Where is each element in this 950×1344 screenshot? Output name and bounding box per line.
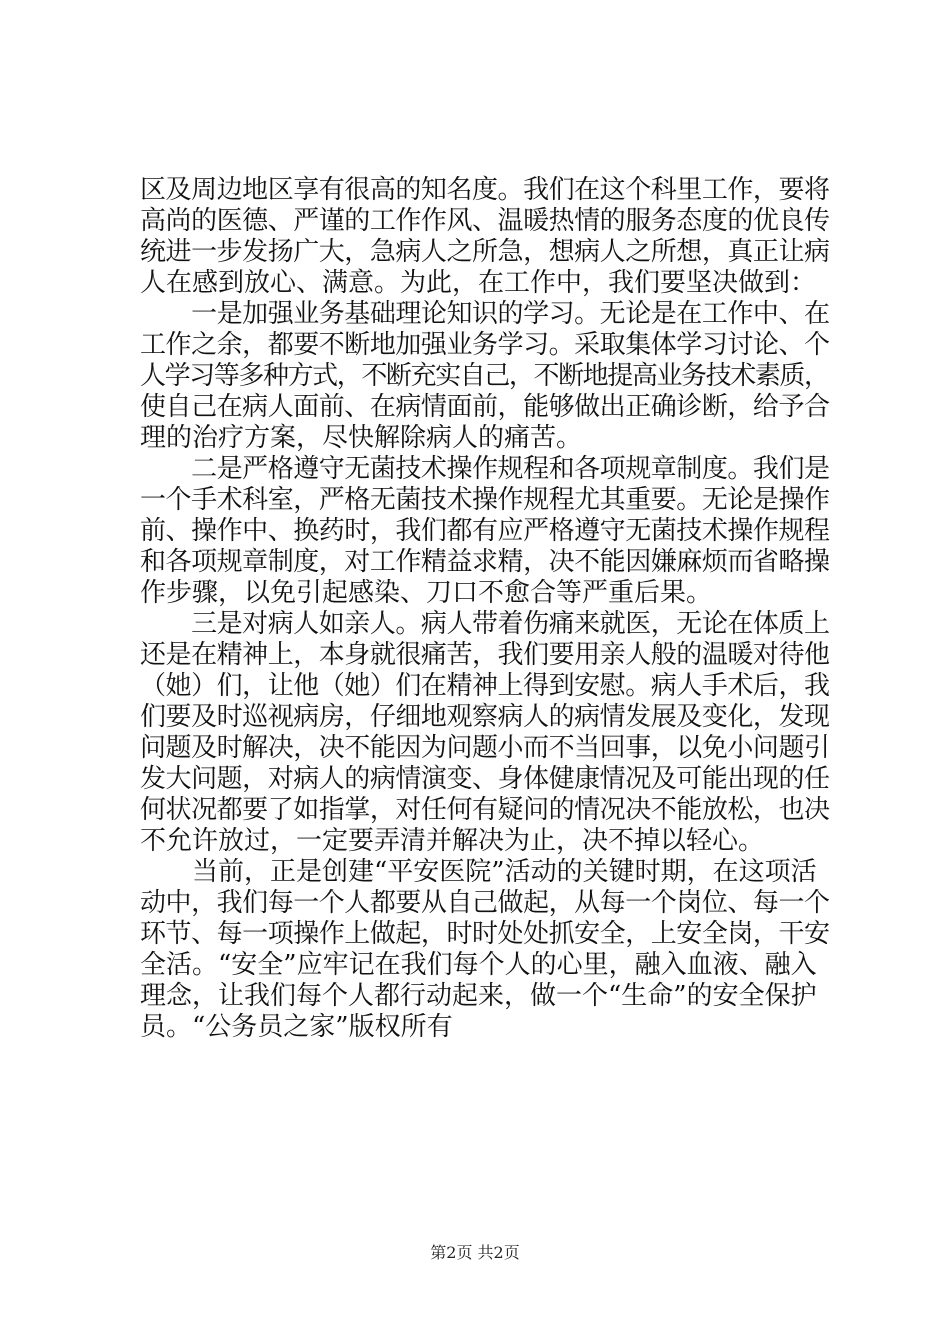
text-line: 一是加强业务基础理论知识的学习。无论是在工作中、在 (140, 299, 830, 329)
text-line: 人在感到放心、满意。为此，在工作中，我们要坚决做到： (140, 268, 817, 298)
text-line: 问题及时解决，决不能因为问题小而不当回事，以免小问题引 (140, 733, 830, 763)
text-line: 理念，让我们每个人都行动起来，做一个“生命”的安全保护 (140, 981, 817, 1011)
text-line: 何状况都要了如指掌，对任何有疑问的情况决不能放松，也决 (140, 795, 830, 825)
text-line: 不允许放过，一定要弄清并解决为止，决不掉以轻心。 (140, 826, 765, 856)
text-line: 和各项规章制度，对工作精益求精，决不能因嫌麻烦而省略操 (140, 547, 830, 577)
text-line: 人学习等多种方式，不断充实自己，不断地提高业务技术素质， (140, 361, 829, 391)
text-line: 统进一步发扬广大，急病人之所急，想病人之所想，真正让病 (140, 237, 830, 267)
text-line: 高尚的医德、严谨的工作作风、温暖热情的服务态度的优良传 (140, 206, 830, 236)
text-line: 员。“公务员之家”版权所有 (140, 1012, 453, 1042)
text-line: （她）们，让他（她）们在精神上得到安慰。病人手术后，我 (140, 671, 830, 701)
text-line: 理的治疗方案，尽快解除病人的痛苦。 (140, 423, 583, 453)
text-line: 环节、每一项操作上做起，时时处处抓安全，上安全岗，干安 (140, 919, 830, 949)
text-line: 使自己在病人面前、在病情面前，能够做出正确诊断，给予合 (140, 392, 830, 422)
text-line: 发大问题，对病人的病情演变、身体健康情况及可能出现的任 (140, 764, 830, 794)
text-line: 全活。“安全”应牢记在我们每个人的心里，融入血液、融入 (140, 950, 817, 980)
text-line: 二是严格遵守无菌技术操作规程和各项规章制度。我们是 (140, 454, 830, 484)
text-line: 三是对病人如亲人。病人带着伤痛来就医，无论在体质上 (140, 609, 830, 639)
text-line: 一个手术科室，严格无菌技术操作规程尤其重要。无论是操作 (140, 485, 830, 515)
text-line: 前、操作中、换药时，我们都有应严格遵守无菌技术操作规程 (140, 516, 830, 546)
text-line: 动中，我们每一个人都要从自己做起，从每一个岗位、每一个 (140, 888, 830, 918)
text-line: 当前，正是创建“平安医院”活动的关键时期，在这项活 (140, 857, 817, 887)
text-line: 们要及时巡视病房，仔细地观察病人的病情发展及变化，发现 (140, 702, 830, 732)
text-line: 工作之余，都要不断地加强业务学习。采取集体学习讨论、个 (140, 330, 830, 360)
text-line: 还是在精神上，本身就很痛苦，我们要用亲人般的温暖对待他 (140, 640, 830, 670)
document-body (140, 175, 830, 1043)
text-line: 区及周边地区享有很高的知名度。我们在这个科里工作，要将 (140, 175, 830, 205)
text-line: 作步骤，以免引起感染、刀口不愈合等严重后果。 (140, 578, 713, 608)
page-footer: 第2页 共2页 (430, 1243, 520, 1262)
